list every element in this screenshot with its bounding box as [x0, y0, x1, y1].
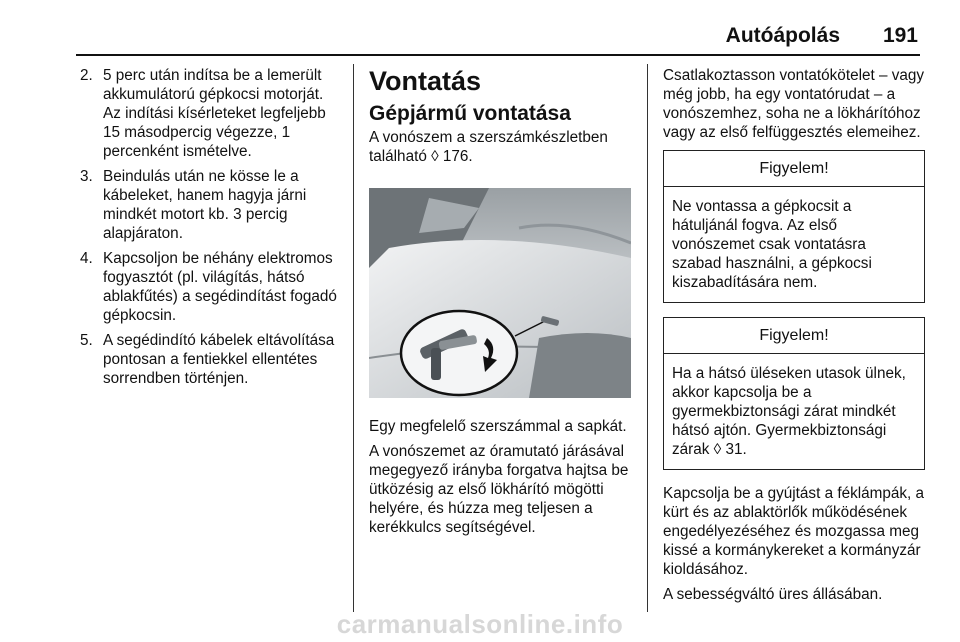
sub-title: Gépjármű vontatása — [369, 102, 571, 125]
paragraph: Egy megfelelő szerszámmal a sapkát. — [369, 418, 627, 435]
paragraph: Csatlakoztasson vontatókötelet – vagy még jobb, ha egy vontatórudat – a vonószemhez, soha ne a lökhárítóhoz vagy az első felfüggesztés elemeihez. — [663, 67, 925, 141]
warning-text: Ha a hátsó üléseken utasok ülnek, akkor kapcsolja be a gyermekbiztonsági zárat mindkét hátsó ajtón. Gyermekbiztonsági zárak ◊ 31. — [672, 365, 906, 458]
warning-title: Figyelem! — [664, 318, 924, 354]
right-column — [663, 66, 925, 610]
left-column — [80, 66, 342, 394]
column-divider-1 — [353, 64, 354, 612]
middle-column — [369, 66, 633, 543]
list-item — [80, 66, 342, 161]
list-number: 4. — [80, 250, 93, 267]
column-divider-2 — [647, 64, 648, 612]
paragraph: A vonószemet az óramutató járásával megegyező irányba forgatva hajtsa be ütközésig az első lökhárító mögötti helyére, és húzza meg teljesen a kerékkulcs segítségével. — [369, 443, 629, 536]
header-title: Autóápolás — [725, 24, 840, 47]
list-item — [80, 331, 342, 388]
warning-box — [663, 150, 925, 303]
page-number: 191 — [882, 24, 918, 47]
warning-box — [663, 317, 925, 470]
warning-title: Figyelem! — [664, 151, 924, 187]
list-number: 3. — [80, 168, 93, 185]
towing-eye-photo — [369, 188, 631, 398]
paragraph: A sebességváltó üres állásában. — [663, 586, 883, 603]
intro-text: A vonószem a szerszámkészletben található ◊ 176. — [369, 129, 608, 165]
section-title: Vontatás — [369, 66, 482, 96]
step-list — [80, 66, 342, 388]
paragraph: Kapcsolja be a gyújtást a féklámpák, a kürt és az ablaktörlők működésének engedélyezéséhez és mozgassa meg kissé a kormánykereket a kormányzár kioldásához. — [663, 485, 925, 578]
warning-text: Ne vontassa a gépkocsit a hátuljánál fogva. Az első vonószemet csak vontatásra szabad használni, a gépkocsi kiszabadítására nem. — [672, 198, 872, 291]
list-text: Beindulás után ne kösse le a kábeleket, hanem hagyja járni mindkét motort kb. 3 percig alapjáraton. — [103, 168, 307, 242]
list-text: 5 perc után indítsa be a lemerült akkumulátorú gépkocsi motorját. Az indítási kísérleteket legfeljebb 15 másodpercig végezze, 1 percenként ismételve. — [103, 67, 326, 160]
list-item — [80, 167, 342, 243]
watermark: carmanualsonline.info — [336, 609, 624, 639]
list-text: Kapcsoljon be néhány elektromos fogyasztót (pl. világítás, hátsó ablakfűtés) a segédindítást fogadó gépkocsin. — [103, 250, 337, 324]
list-number: 5. — [80, 332, 93, 349]
list-item — [80, 249, 342, 325]
list-number: 2. — [80, 67, 93, 84]
header-rule — [76, 54, 920, 56]
list-text: A segédindító kábelek eltávolítása pontosan a fentiekkel ellentétes sorrendben történjen. — [103, 332, 335, 387]
